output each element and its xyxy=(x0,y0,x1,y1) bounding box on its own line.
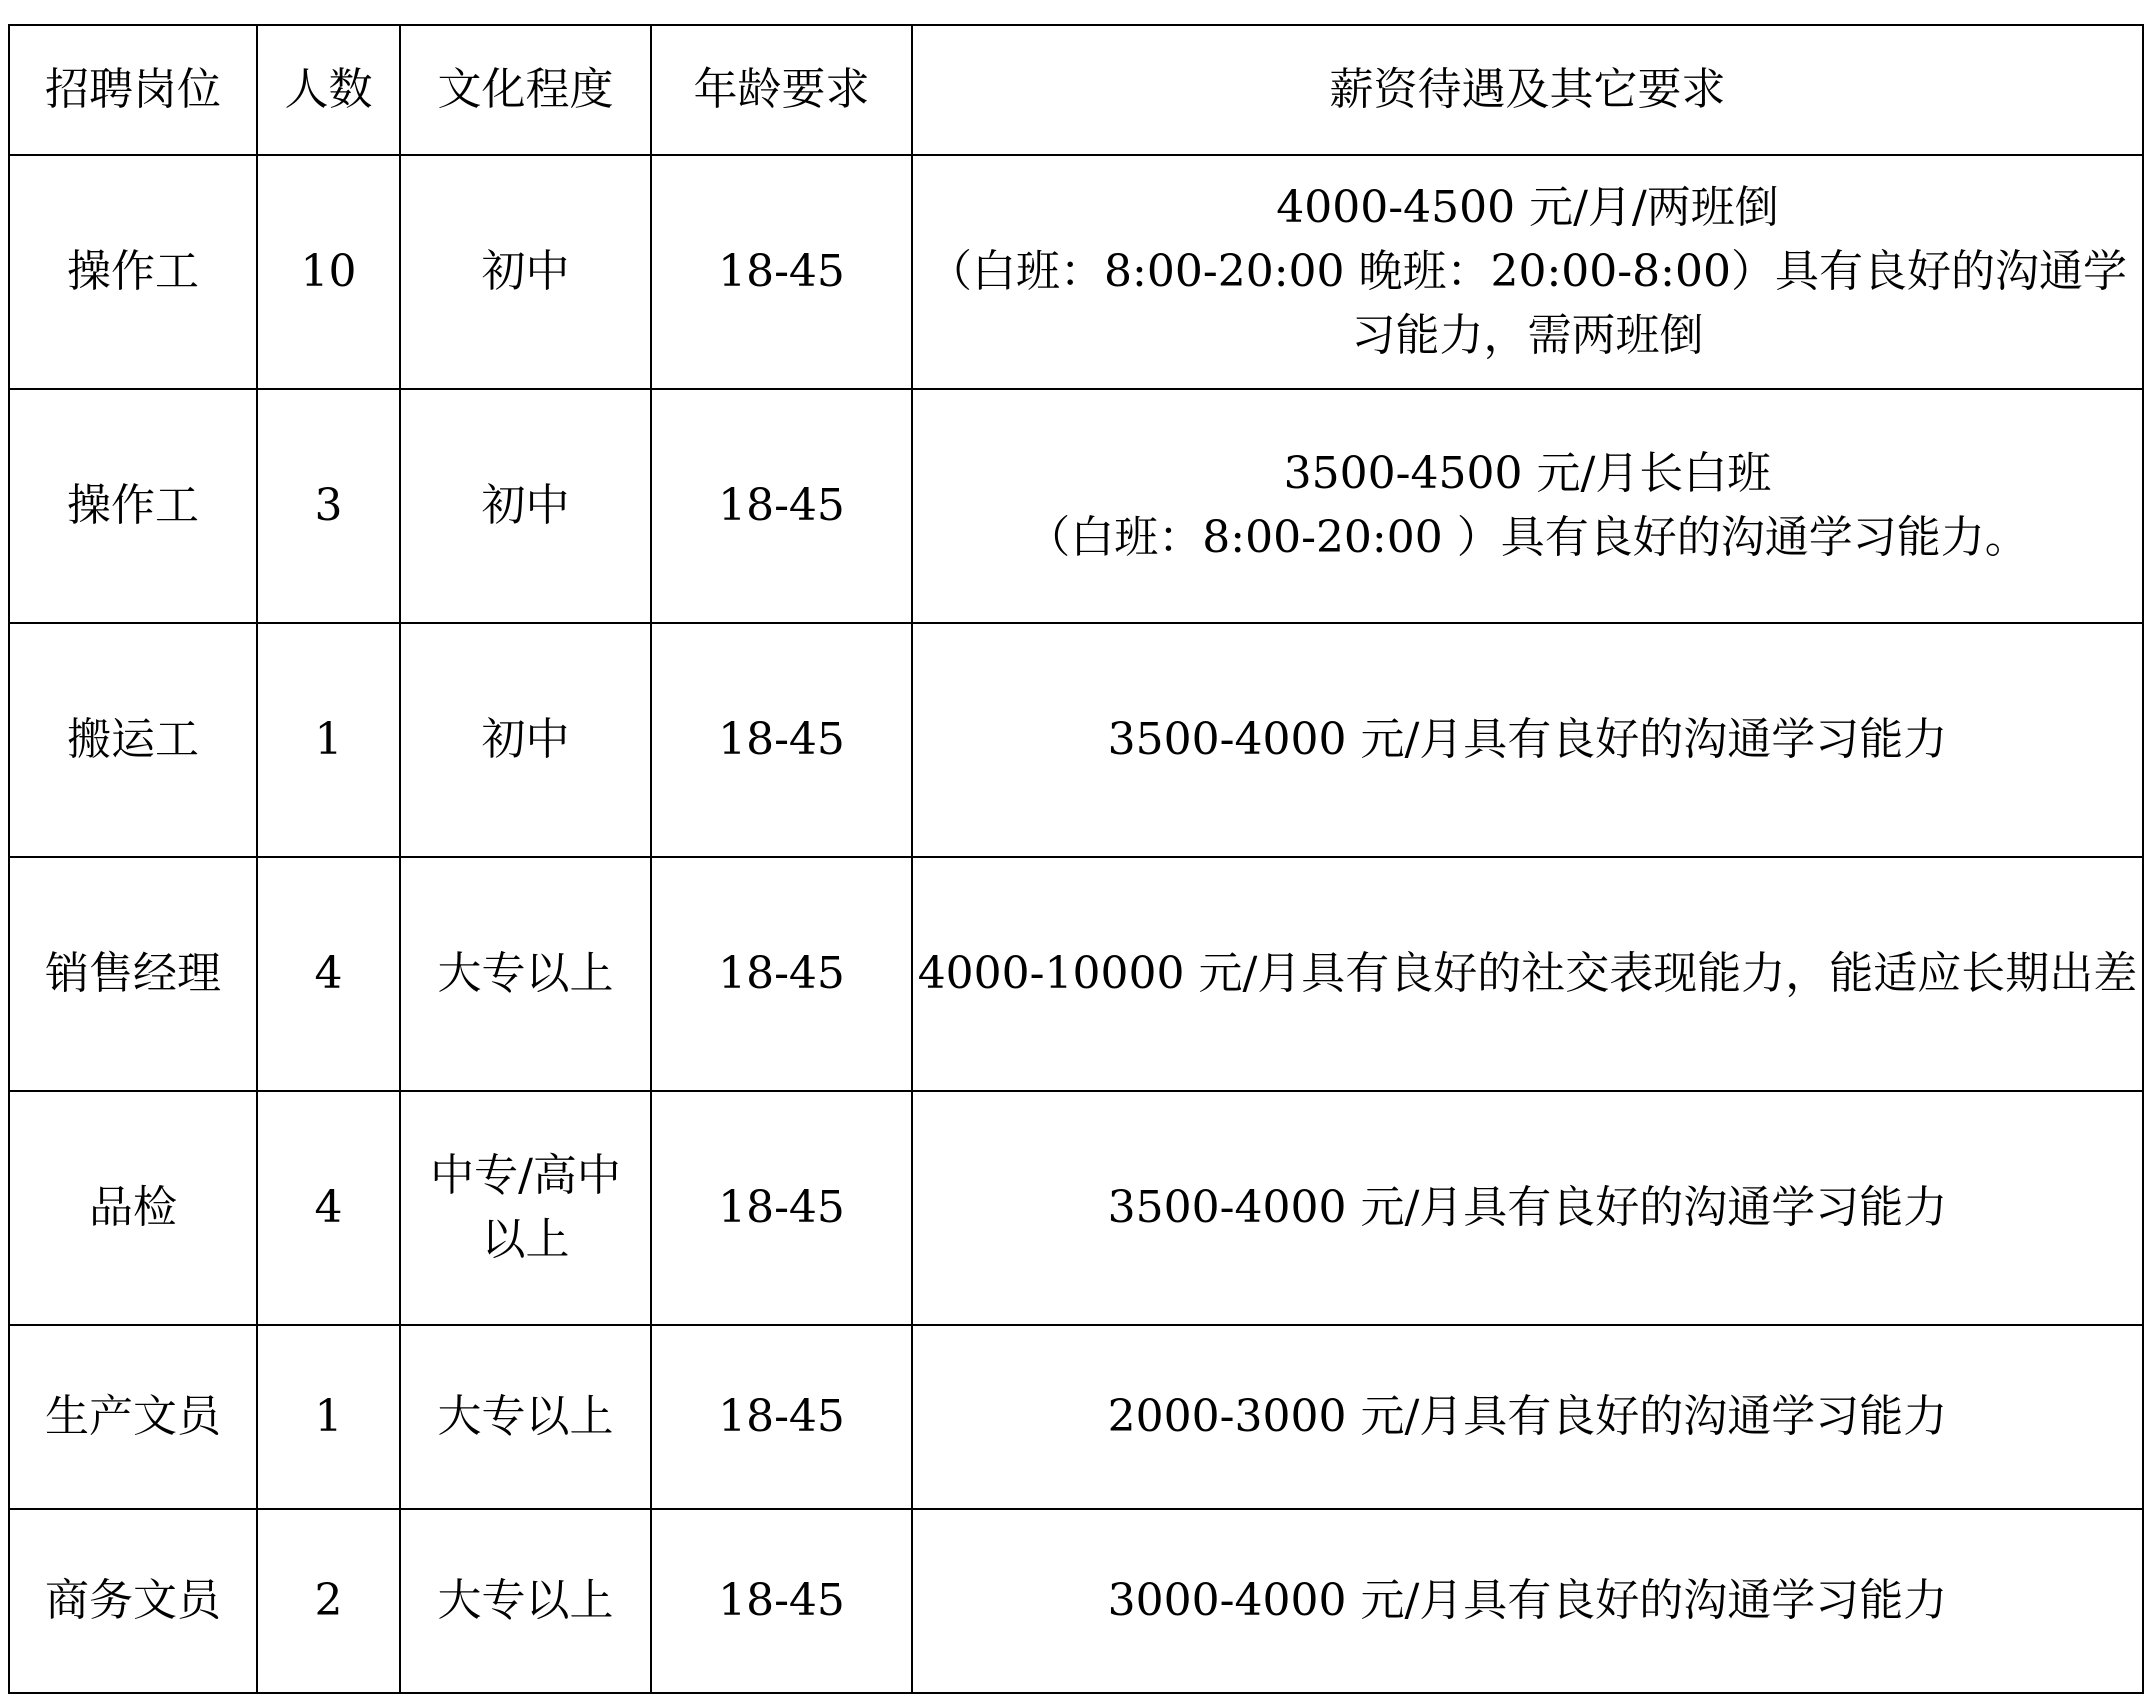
cell-count: 1 xyxy=(257,1325,400,1509)
header-position: 招聘岗位 xyxy=(9,25,257,155)
cell-position: 销售经理 xyxy=(9,857,257,1091)
detail-line: 3500-4000 元/月具有良好的沟通学习能力 xyxy=(1107,714,1948,765)
cell-age: 18-45 xyxy=(651,155,912,389)
cell-details xyxy=(912,155,2143,389)
education-line: 大专以上 xyxy=(437,1391,614,1442)
cell-age: 18-45 xyxy=(651,623,912,857)
cell-details xyxy=(912,1091,2143,1325)
education-line: 中专/高中 xyxy=(430,1150,621,1201)
cell-details xyxy=(912,623,2143,857)
recruitment-table xyxy=(8,24,2144,1694)
cell-count: 4 xyxy=(257,857,400,1091)
education-line: 以上 xyxy=(481,1214,570,1265)
header-salary-requirements: 薪资待遇及其它要求 xyxy=(912,25,2143,155)
cell-education xyxy=(400,623,651,857)
header-age: 年龄要求 xyxy=(651,25,912,155)
header-education: 文化程度 xyxy=(400,25,651,155)
cell-details xyxy=(912,1509,2143,1693)
table-row xyxy=(9,1325,2143,1509)
cell-count: 2 xyxy=(257,1509,400,1693)
detail-line: 3000-4000 元/月具有良好的沟通学习能力 xyxy=(1107,1575,1948,1626)
education-line: 大专以上 xyxy=(437,1575,614,1626)
cell-age: 18-45 xyxy=(651,1325,912,1509)
detail-line: （白班：8:00-20:00 ）具有良好的沟通学习能力。 xyxy=(1026,512,2029,563)
detail-line: 4000-4500 元/月/两班倒 xyxy=(1276,182,1779,233)
cell-details xyxy=(912,857,2143,1091)
cell-count: 1 xyxy=(257,623,400,857)
cell-education xyxy=(400,1091,651,1325)
cell-age: 18-45 xyxy=(651,857,912,1091)
detail-line: 3500-4000 元/月具有良好的沟通学习能力 xyxy=(1107,1182,1948,1233)
cell-position: 生产文员 xyxy=(9,1325,257,1509)
cell-details xyxy=(912,389,2143,623)
header-count: 人数 xyxy=(257,25,400,155)
cell-education xyxy=(400,857,651,1091)
cell-position: 操作工 xyxy=(9,155,257,389)
cell-position: 品检 xyxy=(9,1091,257,1325)
table-row xyxy=(9,1509,2143,1693)
cell-position: 商务文员 xyxy=(9,1509,257,1693)
cell-age: 18-45 xyxy=(651,389,912,623)
cell-age: 18-45 xyxy=(651,1509,912,1693)
detail-line: （白班：8:00-20:00 晚班：20:00-8:00）具有良好的沟通学 xyxy=(928,246,2127,297)
table-row xyxy=(9,389,2143,623)
cell-count: 3 xyxy=(257,389,400,623)
cell-education xyxy=(400,155,651,389)
detail-line: 3500-4500 元/月长白班 xyxy=(1283,448,1772,499)
table-row xyxy=(9,155,2143,389)
cell-education xyxy=(400,389,651,623)
table-row xyxy=(9,857,2143,1091)
detail-line: 4000-10000 元/月具有良好的社交表现能力，能适应长期出差 xyxy=(917,948,2138,999)
cell-count: 4 xyxy=(257,1091,400,1325)
education-line: 初中 xyxy=(481,480,570,531)
cell-education xyxy=(400,1509,651,1693)
cell-education xyxy=(400,1325,651,1509)
cell-age: 18-45 xyxy=(651,1091,912,1325)
header-row xyxy=(9,25,2143,155)
education-line: 初中 xyxy=(481,246,570,297)
cell-details xyxy=(912,1325,2143,1509)
education-line: 大专以上 xyxy=(437,948,614,999)
education-line: 初中 xyxy=(481,714,570,765)
cell-position: 操作工 xyxy=(9,389,257,623)
detail-line: 2000-3000 元/月具有良好的沟通学习能力 xyxy=(1107,1391,1948,1442)
table-row xyxy=(9,1091,2143,1325)
table-row xyxy=(9,623,2143,857)
detail-line: 习能力，需两班倒 xyxy=(1351,310,1704,361)
cell-position: 搬运工 xyxy=(9,623,257,857)
cell-count: 10 xyxy=(257,155,400,389)
